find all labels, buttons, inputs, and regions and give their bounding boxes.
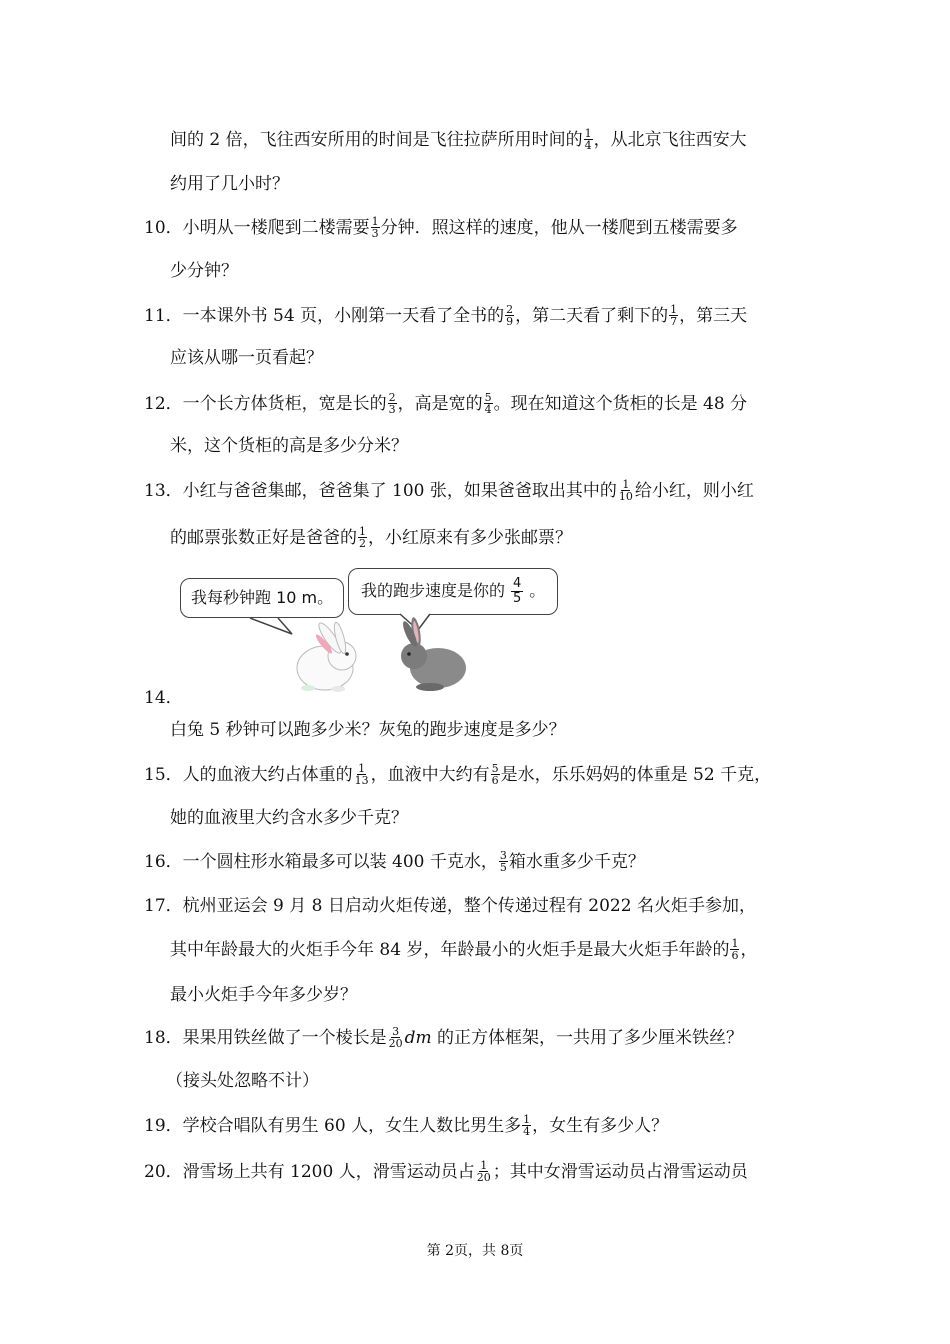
bubble-tail: [250, 618, 292, 634]
fraction: $\frac{2}{9}$: [506, 303, 514, 328]
q11-line1: 11．一本课外书 54 页，小刚第一天看了全书的 $\frac{2}{9}$ ，第二天看了剩下的 $\frac{1}{7}$ ，第三天: [144, 303, 748, 328]
fraction: $\frac{1}{4}$: [584, 127, 592, 152]
q17-line2: 其中年龄最大的火炬手今年 84 岁，年龄最小的火炬手是最大火炬手年龄的 $\frac{1}{6}$ ，: [170, 937, 758, 962]
fraction: $\frac{3}{5}$: [499, 849, 507, 874]
rabbits-illustration: [180, 568, 600, 708]
white-rabbit-speech-bubble: 我每秒钟跑 10 m。: [180, 578, 344, 618]
q10-line2: 少分钟？: [170, 261, 238, 281]
question-number: 20．: [144, 1162, 183, 1182]
question-number: 16．: [144, 852, 183, 872]
q14-line1: [144, 686, 183, 710]
fraction: $\frac{5}{4}$: [484, 391, 492, 416]
fraction: $\frac{1}{2}$: [359, 525, 366, 550]
q19-line1: 19．学校合唱队有男生 60 人，女生人数比男生多 $\frac{1}{4}$ ，女生有多少人？: [144, 1113, 669, 1138]
fraction: $\frac{1}{3}$: [371, 215, 379, 240]
white-rabbit-icon: [297, 620, 356, 692]
q10-line1: 10．小明从一楼爬到二楼需要 $\frac{1}{3}$ 分钟．照这样的速度，他从一楼爬到五楼需要多: [144, 215, 738, 240]
question-number: 12．: [144, 394, 183, 414]
q18-line1: 18．果果用铁丝做了一个棱长是 $\frac{3}{20}$ dm 的正方体框架，一共用了多少厘米铁丝？: [144, 1025, 744, 1050]
q11-line2: 应该从哪一页看起？: [170, 348, 323, 368]
q16-line1: 16．一个圆柱形水箱最多可以装 400 千克水， $\frac{3}{5}$ 箱水重多少千克？: [144, 849, 645, 874]
fraction: $\frac{1}{10}$: [618, 478, 633, 503]
q18-line2: （接头处忽略不计）: [166, 1071, 319, 1091]
question-number: 19．: [144, 1116, 183, 1136]
q12-line2: 米，这个货柜的高是多少分米？: [170, 436, 408, 456]
fraction: $\frac{2}{3}$: [388, 391, 396, 416]
unit: dm: [404, 1028, 432, 1048]
fraction: $\frac{1}{4}$: [523, 1113, 531, 1138]
fraction: $\frac{1}{7}$: [670, 303, 678, 328]
question-number: 18．: [144, 1028, 183, 1048]
page-footer: 第 2页，共 8页: [426, 1243, 524, 1259]
question-number: 11．: [144, 306, 183, 326]
q9-text: 间的 2 倍，飞往西安所用的时间是飞往拉萨所用时间的: [170, 130, 583, 150]
q14-line2: 白兔 5 秒钟可以跑多少米？灰兔的跑步速度是多少？: [170, 720, 566, 740]
question-number: 17．: [144, 896, 183, 916]
gray-rabbit-speech-bubble: 我的跑步速度是你的 $\frac{4}{5}$ 。: [348, 568, 558, 615]
q15-line2: 她的血液里大约含水多少千克？: [170, 808, 408, 828]
q9-line1: [170, 128, 747, 152]
question-number: 15．: [144, 765, 183, 785]
q15-line1: 15．人的血液大约占体重的 $\frac{1}{13}$ ，血液中大约有 $\frac{5}{6}$ 是水，乐乐妈妈的体重是 52 千克，: [144, 762, 772, 787]
fraction: $\frac{1}{20}$: [476, 1159, 491, 1184]
question-number: 14．: [144, 688, 183, 708]
q13-line1: 13．小红与爸爸集邮，爸爸集了 100 张，如果爸爸取出其中的 $\frac{1}{10}$ 给小红，则小红: [144, 478, 754, 503]
fraction: $\frac{3}{20}$: [388, 1025, 403, 1050]
q20-line1: 20．滑雪场上共有 1200 人，滑雪运动员占 $\frac{1}{20}$ ；其中女滑雪运动员占滑雪运动员: [144, 1159, 748, 1184]
fraction: $\frac{1}{6}$: [731, 937, 739, 962]
gray-rabbit-icon: [400, 617, 466, 691]
fraction: $\frac{4}{5}$: [513, 576, 522, 606]
q9-text: ，从北京飞往西安大: [593, 130, 747, 150]
q13-line2: 的邮票张数正好是爸爸的 $\frac{1}{2}$ ，小红原来有多少张邮票？: [170, 525, 572, 550]
fraction: $\frac{1}{13}$: [354, 762, 369, 787]
question-number: 10．: [144, 218, 183, 238]
q9-line2: 约用了几小时？: [170, 174, 289, 194]
q12-line1: 12．一个长方体货柜，宽是长的 $\frac{2}{3}$ ，高是宽的 $\frac{5}{4}$ 。现在知道这个货柜的长是 48 分: [144, 391, 748, 416]
q17-line1: 17．杭州亚运会 9 月 8 日启动火炬传递，整个传递过程有 2022 名火炬手参加，: [144, 896, 756, 916]
q17-line3: 最小火炬手今年多少岁？: [170, 985, 357, 1005]
fraction: $\frac{5}{6}$: [491, 762, 499, 787]
question-number: 13．: [144, 481, 183, 501]
